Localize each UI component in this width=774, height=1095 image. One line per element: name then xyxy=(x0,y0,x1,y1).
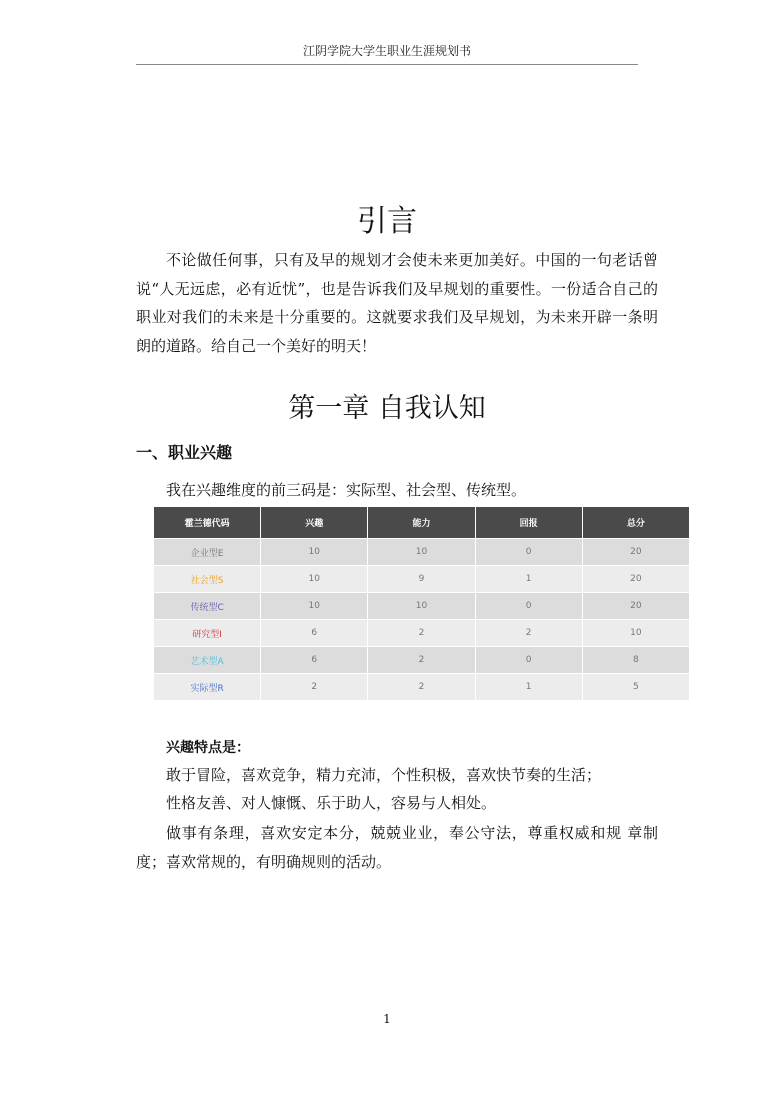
header-divider xyxy=(136,64,638,65)
ability-cell: 2 xyxy=(368,674,474,700)
total-cell: 20 xyxy=(583,539,689,565)
total-cell: 8 xyxy=(583,647,689,673)
reward-cell: 0 xyxy=(476,593,582,619)
type-cell: 企业型E xyxy=(154,539,260,565)
reward-cell: 0 xyxy=(476,539,582,565)
total-cell: 5 xyxy=(583,674,689,700)
type-cell: 传统型C xyxy=(154,593,260,619)
feature-line-1: 敢于冒险，喜欢竞争，精力充沛，个性积极，喜欢快节奏的生活； xyxy=(166,766,602,784)
interest-codes-line: 我在兴趣维度的前三码是：实际型、社会型、传统型。 xyxy=(166,481,527,499)
total-cell: 20 xyxy=(583,566,689,592)
interest-cell: 10 xyxy=(261,539,367,565)
interest-cell: 10 xyxy=(261,566,367,592)
feature-paragraph-3: 做事有条理，喜欢安定本分，兢兢业业，奉公守法，尊重权威和规 章制度；喜欢常规的，有明确规则的活动。 xyxy=(136,824,658,871)
table-row xyxy=(154,647,689,673)
ability-cell: 2 xyxy=(368,647,474,673)
ability-cell: 9 xyxy=(368,566,474,592)
holland-code-table xyxy=(153,506,690,701)
table-row xyxy=(154,674,689,700)
reward-cell: 1 xyxy=(476,566,582,592)
type-cell: 艺术型A xyxy=(154,647,260,673)
column-header-interest: 兴趣 xyxy=(261,507,367,538)
table-header-row xyxy=(154,507,689,538)
page-number: 1 xyxy=(383,1012,391,1026)
ability-cell: 2 xyxy=(368,620,474,646)
reward-cell: 0 xyxy=(476,647,582,673)
table-row xyxy=(154,539,689,565)
type-cell: 社会型S xyxy=(154,566,260,592)
chapter-title: 第一章 自我认知 xyxy=(288,393,486,424)
intro-paragraph: 不论做任何事，只有及早的规划才会使未来更加美好。中国的一句老话曾说“人无远虑，必有近忧”，也是告诉我们及早规划的重要性。一份适合自己的职业对我们的未来是十分重要的。这就要求我们及早规划，为未来开辟一条明朗的道路。给自己一个美好的明天！ xyxy=(136,251,658,355)
page-header: 江阴学院大学生职业生涯规划书 xyxy=(302,44,471,58)
interest-cell: 2 xyxy=(261,674,367,700)
interest-cell: 6 xyxy=(261,620,367,646)
column-header-reward: 回报 xyxy=(476,507,582,538)
features-title: 兴趣特点是： xyxy=(166,740,250,756)
reward-cell: 1 xyxy=(476,674,582,700)
interest-cell: 6 xyxy=(261,647,367,673)
interest-cell: 10 xyxy=(261,593,367,619)
ability-cell: 10 xyxy=(368,593,474,619)
reward-cell: 2 xyxy=(476,620,582,646)
table-row xyxy=(154,620,689,646)
column-header-ability: 能力 xyxy=(368,507,474,538)
total-cell: 10 xyxy=(583,620,689,646)
column-header-total: 总分 xyxy=(583,507,689,538)
intro-title: 引言 xyxy=(357,204,417,239)
table-row xyxy=(154,566,689,592)
type-cell: 实际型R xyxy=(154,674,260,700)
feature-line-2: 性格友善、对人慷慨、乐于助人，容易与人相处。 xyxy=(166,794,497,812)
section-title: 一、职业兴趣 xyxy=(136,443,233,462)
table-row xyxy=(154,593,689,619)
column-header-code: 霍兰德代码 xyxy=(154,507,260,538)
type-cell: 研究型I xyxy=(154,620,260,646)
ability-cell: 10 xyxy=(368,539,474,565)
total-cell: 20 xyxy=(583,593,689,619)
